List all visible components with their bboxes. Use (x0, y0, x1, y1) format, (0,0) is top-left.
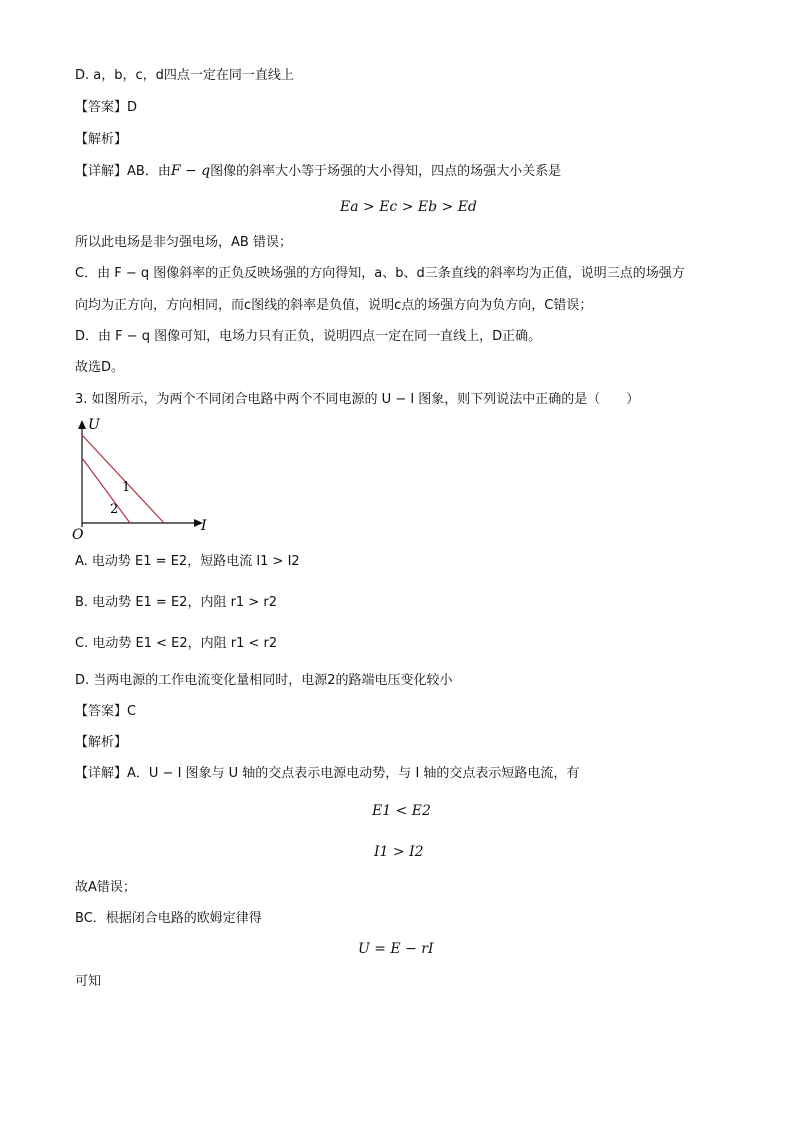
detail-d-line: D．由 F − q 图像可知，电场力只有正负，说明四点一定在同一直线上，D正确。 (75, 329, 542, 344)
choice-line: 故选D。 (75, 360, 125, 375)
answer-line: 【答案】D (75, 100, 138, 115)
y-axis-arrow (78, 420, 86, 429)
ohm-law-equation: U = E − rI (358, 941, 434, 957)
option-d-text: D. a，b，c，d四点一定在同一直线上 (75, 68, 294, 83)
non-uniform-conclusion: 所以此电场是非匀强电场，AB 错误； (75, 235, 292, 250)
bc-line: BC．根据闭合电路的欧姆定律得 (75, 911, 262, 926)
current-relation-equation: I1 > I2 (374, 844, 424, 860)
q3-detail-a: 【详解】A．U − I 图象与 U 轴的交点表示电源电动势，与 I 轴的交点表示短路电流，有 (75, 766, 580, 781)
option-c: C. 电动势 E1 < E2，内阻 r1 < r2 (75, 636, 278, 651)
x-axis-label: I (201, 518, 207, 534)
option-a: A. 电动势 E1 = E2，短路电流 I1 > I2 (75, 554, 300, 569)
line-1 (82, 435, 164, 523)
line-1-label: 1 (122, 480, 131, 495)
option-b: B. 电动势 E1 = E2，内阻 r1 > r2 (75, 595, 277, 610)
q3-answer-line: 【答案】C (75, 704, 137, 719)
origin-label: O (72, 527, 84, 543)
emf-relation-equation: E1 < E2 (372, 803, 431, 819)
y-axis-label: U (88, 417, 100, 433)
line-2-label: 2 (110, 502, 119, 517)
a-wrong-line: 故A错误； (75, 880, 136, 895)
q3-analysis-label: 【解析】 (75, 735, 128, 750)
detail-c-line1: C．由 F − q 图像斜率的正负反映场强的方向得知，a、b、d三条直线的斜率均为正值，说明三点的场强方 (75, 266, 685, 281)
detail-ab: 【详解】AB．由F − q图像的斜率大小等于场强的大小得知，四点的场强大小关系是 (75, 163, 562, 179)
knowable-line: 可知 (75, 974, 102, 989)
detail-c-line2: 向均为正方向，方向相同，而c图线的斜率是负值，说明c点的场强方向为负方向，C错误； (75, 298, 593, 313)
option-d: D. 当两电源的工作电流变化量相同时，电源2的路端电压变化较小 (75, 673, 453, 688)
field-relation-equation: Ea > Ec > Eb > Ed (340, 199, 477, 215)
u-i-graph (72, 415, 222, 545)
analysis-label: 【解析】 (75, 132, 128, 147)
q3-stem: 3. 如图所示，为两个不同闭合电路中两个不同电源的 U − I 图象，则下列说法中正确的是（ ） (75, 392, 640, 407)
